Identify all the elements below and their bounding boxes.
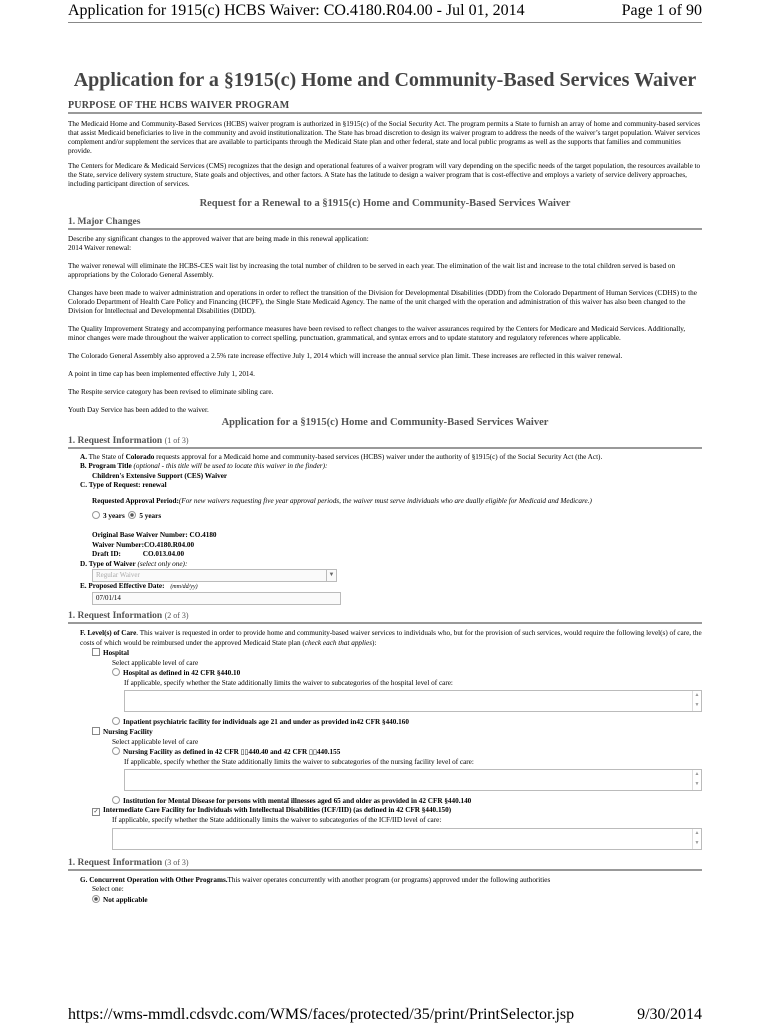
item-e (68, 582, 702, 592)
hospital-option-row (68, 668, 702, 678)
mc-intro-1: Describe any significant changes to the approved waiver that are being made in this renewal application: (68, 235, 369, 243)
hospital-select-hint: Select applicable level of care (112, 658, 199, 667)
item-f (68, 629, 702, 648)
icf-subcategory-textarea[interactable] (112, 828, 702, 850)
item-d-label: Type of Waiver (88, 559, 136, 568)
base-waiver-number: Original Base Waiver Number: CO.4180 (92, 531, 217, 540)
mc-paragraph-4: The Colorado General Assembly also approved a 2.5% rate increase effective July 1, 2014 which will increase the annual service plan limit. These increases are reflected in this waiver renewal. (68, 352, 623, 360)
item-f-text: . This waiver is requested in order to provide home and community-based waiver services to individuals who, but for the provision of such services, would require the following level(s) of care, the costs of which would be reimbursed under the approved Medicaid State plan ( (80, 629, 702, 647)
item-g-text: This waiver operates concurrently with another program (or programs) approved under the following authorities (227, 875, 551, 884)
request-info-2-label: 1. Request Information (68, 611, 163, 622)
not-applicable-radio[interactable] (92, 895, 100, 903)
imd-option-label: Institution for Mental Disease for persons with mental illnesses aged 65 and older as provided in 42 CFR §440.140 (123, 796, 472, 805)
inpatient-option-label: Inpatient psychiatric facility for individuals age 21 and under as provided in42 CFR §440.160 (123, 717, 409, 726)
mc-paragraph-1: The waiver renewal will eliminate the HCBS-CES wait list by increasing the total number of children to be served in each year. The elimination of the wait list and increase to the total children served is based on appropriations by the Colorado General Assembly. (68, 262, 676, 279)
mc-paragraph-5: A point in time cap has been implemented effective July 1, 2014. (68, 370, 255, 378)
request-info-1-label: 1. Request Information (68, 436, 163, 446)
purpose-paragraph-2: The Centers for Medicare & Medicaid Services (CMS) recognizes that the design and operational features of a waiver program will vary depending on the specific needs of the target population, the resources available to the State, service delivery system structure, State goals and objectives, and other factors. A State has the latitude to design a waiver program that is cost-effective and employs a variety of service delivery approaches, including participant direction of services. (68, 162, 701, 188)
approval-period-options (68, 511, 702, 521)
request-info-3-label: 1. Request Information (68, 857, 163, 868)
page-number: Page 1 of 90 (621, 2, 702, 19)
item-f-hint: check each that applies (304, 638, 373, 647)
nursing-label: Nursing Facility (103, 728, 153, 737)
icf-label: Intermediate Care Facility for Individuals with Intellectual Disabilities (ICF/IID) (as defined in 42 CFR §440.150) (103, 806, 452, 815)
item-e-hint: (mm/dd/yy) (170, 584, 198, 591)
purpose-heading: PURPOSE OF THE HCBS WAIVER PROGRAM (68, 100, 702, 114)
item-d (68, 560, 702, 569)
item-c (68, 481, 702, 490)
waiver-type-select[interactable] (92, 569, 337, 582)
purpose-paragraph-1: The Medicaid Home and Community-Based Services (HCBS) waiver program is authorized in §1915(c) of the Social Security Act. The program permits a State to furnish an array of home and community-based services that assist Medicaid beneficiaries to live in the community and avoid institutionalization. The State has broad discretion to design its waiver program to address the needs of the waiver’s target population. Waiver services complement and/or supplement the services that are available to participants through the Medicaid State plan and other federal, state and local public programs as well as the supports that families and communities provide. (68, 120, 701, 155)
major-changes-intro (68, 235, 702, 253)
document-body (68, 66, 702, 905)
imd-option-row (68, 796, 702, 806)
item-f-label: Level(s) of Care (87, 629, 137, 638)
renewal-title: Request for a Renewal to a §1915(c) Home and Community-Based Services Waiver (199, 198, 571, 209)
hospital-option-label: Hospital as defined in 42 CFR §440.10 (123, 669, 241, 678)
nursing-row (68, 727, 702, 737)
select-one-label: Select one: (92, 885, 124, 894)
request-info-2-part: (2 of 3) (164, 611, 189, 621)
effective-date-input[interactable]: 07/01/14 (92, 592, 341, 605)
nursing-checkbox[interactable] (92, 727, 100, 735)
item-d-hint: (select only one): (135, 559, 188, 568)
not-applicable-label: Not applicable (103, 895, 148, 904)
nursing-option-row (68, 747, 702, 757)
item-b-prefix: B. (80, 462, 87, 471)
header-rule (68, 22, 702, 23)
textarea-scrollbar[interactable]: ▲ ▼ (692, 829, 701, 849)
item-b (68, 462, 702, 471)
mc-paragraph-7: Youth Day Service has been added to the waiver. (68, 406, 209, 414)
item-c-label: Type of Request: renewal (88, 481, 167, 490)
textarea-scrollbar[interactable]: ▲ ▼ (692, 691, 701, 711)
hospital-radio[interactable] (112, 668, 120, 676)
item-g-label: Concurrent Operation with Other Programs. (89, 875, 228, 884)
nursing-option-label: Nursing Facility as defined in 42 CFR ▯▯440.40 and 42 CFR ▯▯440.155 (123, 748, 341, 757)
radio-3-years[interactable] (92, 511, 100, 519)
hospital-checkbox[interactable] (92, 648, 100, 656)
mc-paragraph-6: The Respite service category has been revised to eliminate sibling care. (68, 388, 274, 396)
chevron-down-icon: ▼ (326, 570, 336, 581)
draft-id-label: Draft ID: (92, 550, 121, 559)
waiver-type-selected: Regular Waiver (96, 571, 140, 580)
application-title-2: Application for a §1915(c) Home and Community-Based Services Waiver (221, 417, 549, 428)
item-e-prefix: E. (80, 582, 87, 591)
page-header (68, 0, 702, 22)
request-info-3-part: (3 of 3) (164, 857, 189, 867)
imd-radio[interactable] (112, 796, 120, 804)
option-3-years-label: 3 years (103, 512, 125, 521)
option-5-years-label: 5 years (139, 512, 162, 521)
draft-id-value: CO.013.04.00 (142, 550, 185, 559)
nursing-if-applicable: If applicable, specify whether the State additionally limits the waiver to subcategories of the nursing facility level of care: (124, 757, 474, 766)
footer-url: https://wms-mmdl.cdsvdc.com/WMS/faces/protected/35/print/PrintSelector.jsp (68, 1006, 575, 1023)
footer-date: 9/30/2014 (637, 1006, 702, 1023)
approval-period-label: Requested Approval Period: (92, 496, 179, 505)
item-a-state: Colorado (125, 453, 155, 461)
nursing-subcategory-textarea[interactable] (124, 769, 702, 791)
item-a (68, 453, 702, 462)
hospital-subcategory-textarea[interactable] (124, 690, 702, 712)
item-f-end: ): (372, 638, 377, 647)
item-c-prefix: C. (80, 481, 87, 490)
inpatient-radio[interactable] (112, 717, 120, 725)
item-g-prefix: G. (80, 875, 88, 884)
nursing-radio[interactable] (112, 747, 120, 755)
radio-5-years[interactable] (128, 511, 136, 519)
icf-row (68, 806, 702, 816)
hospital-label: Hospital (103, 649, 129, 658)
request-info-2-heading (68, 611, 702, 624)
inpatient-option-row (68, 717, 702, 727)
textarea-scrollbar[interactable]: ▲ ▼ (692, 770, 701, 790)
hospital-row (68, 648, 702, 658)
item-e-label: Proposed Effective Date: (88, 582, 165, 591)
not-applicable-row (68, 895, 702, 905)
item-a-text-2: requests approval for a Medicaid home and community-based services (HCBS) waiver under the authority of §1915(c) of the Social Security Act (the Act). (154, 453, 603, 461)
mc-intro-2: 2014 Waiver renewal: (68, 244, 132, 252)
draft-id (68, 550, 702, 559)
item-g (68, 876, 702, 885)
document-title: Application for a §1915(c) Home and Community-Based Services Waiver (73, 69, 697, 91)
mc-paragraph-3: The Quality Improvement Strategy and accompanying performance measures have been revised to reflect changes to the waiver assurances required by the Centers for Medicare and Medicaid Services. Additionally, minor changes were made throughout the waiver application to correct spelling, punctuation, grammatical, and syntax errors and to update statutory and regulatory references where applicable. (68, 325, 686, 342)
request-info-3-heading (68, 858, 702, 871)
item-d-prefix: D. (80, 559, 87, 568)
request-info-1-heading (68, 436, 702, 449)
item-b-label: Program Title (88, 462, 132, 471)
hospital-if-applicable: If applicable, specify whether the State additionally limits the waiver to subcategories of the hospital level of care: (124, 678, 453, 687)
item-b-hint: (optional - this title will be used to locate this waiver in the finder): (131, 462, 328, 471)
item-f-prefix: F. (80, 629, 86, 638)
approval-period (68, 497, 702, 506)
icf-checkbox[interactable]: ✓ (93, 809, 99, 816)
icf-if-applicable: If applicable, specify whether the State additionally limits the waiver to subcategories of the ICF/IID level of care: (112, 816, 442, 825)
approval-period-hint: (For new waivers requesting five year approval periods, the waiver must serve individuals who are dually eligible for Medicaid and Medicare.) (178, 496, 592, 505)
item-a-prefix: A. (80, 453, 87, 461)
nursing-select-hint: Select applicable level of care (112, 737, 199, 746)
major-changes-heading: 1. Major Changes (68, 217, 702, 230)
waiver-number: Waiver Number:CO.4180.R04.00 (92, 540, 195, 549)
header-title: Application for 1915(c) HCBS Waiver: CO.4180.R04.00 - Jul 01, 2014 (68, 2, 525, 19)
request-info-1-part: (1 of 3) (164, 436, 189, 445)
item-a-text-1: The State of (88, 453, 126, 461)
mc-paragraph-2: Changes have been made to waiver administration and operations in order to reflect the transition of the Division for Developmental Disabilities (DDD) from the Colorado Department of Human Services (CDHS) to the Colorado Department of Health Care Policy and Financing (HCPF), the Single State Medicaid Agency. The name of the unit charged with the operation and administration of this waiver has also been changed to the Division for Intellectual and Developmental Disabilities (DIDD). (68, 289, 697, 315)
program-title-value: Children's Extensive Support (CES) Waiver (92, 471, 228, 480)
